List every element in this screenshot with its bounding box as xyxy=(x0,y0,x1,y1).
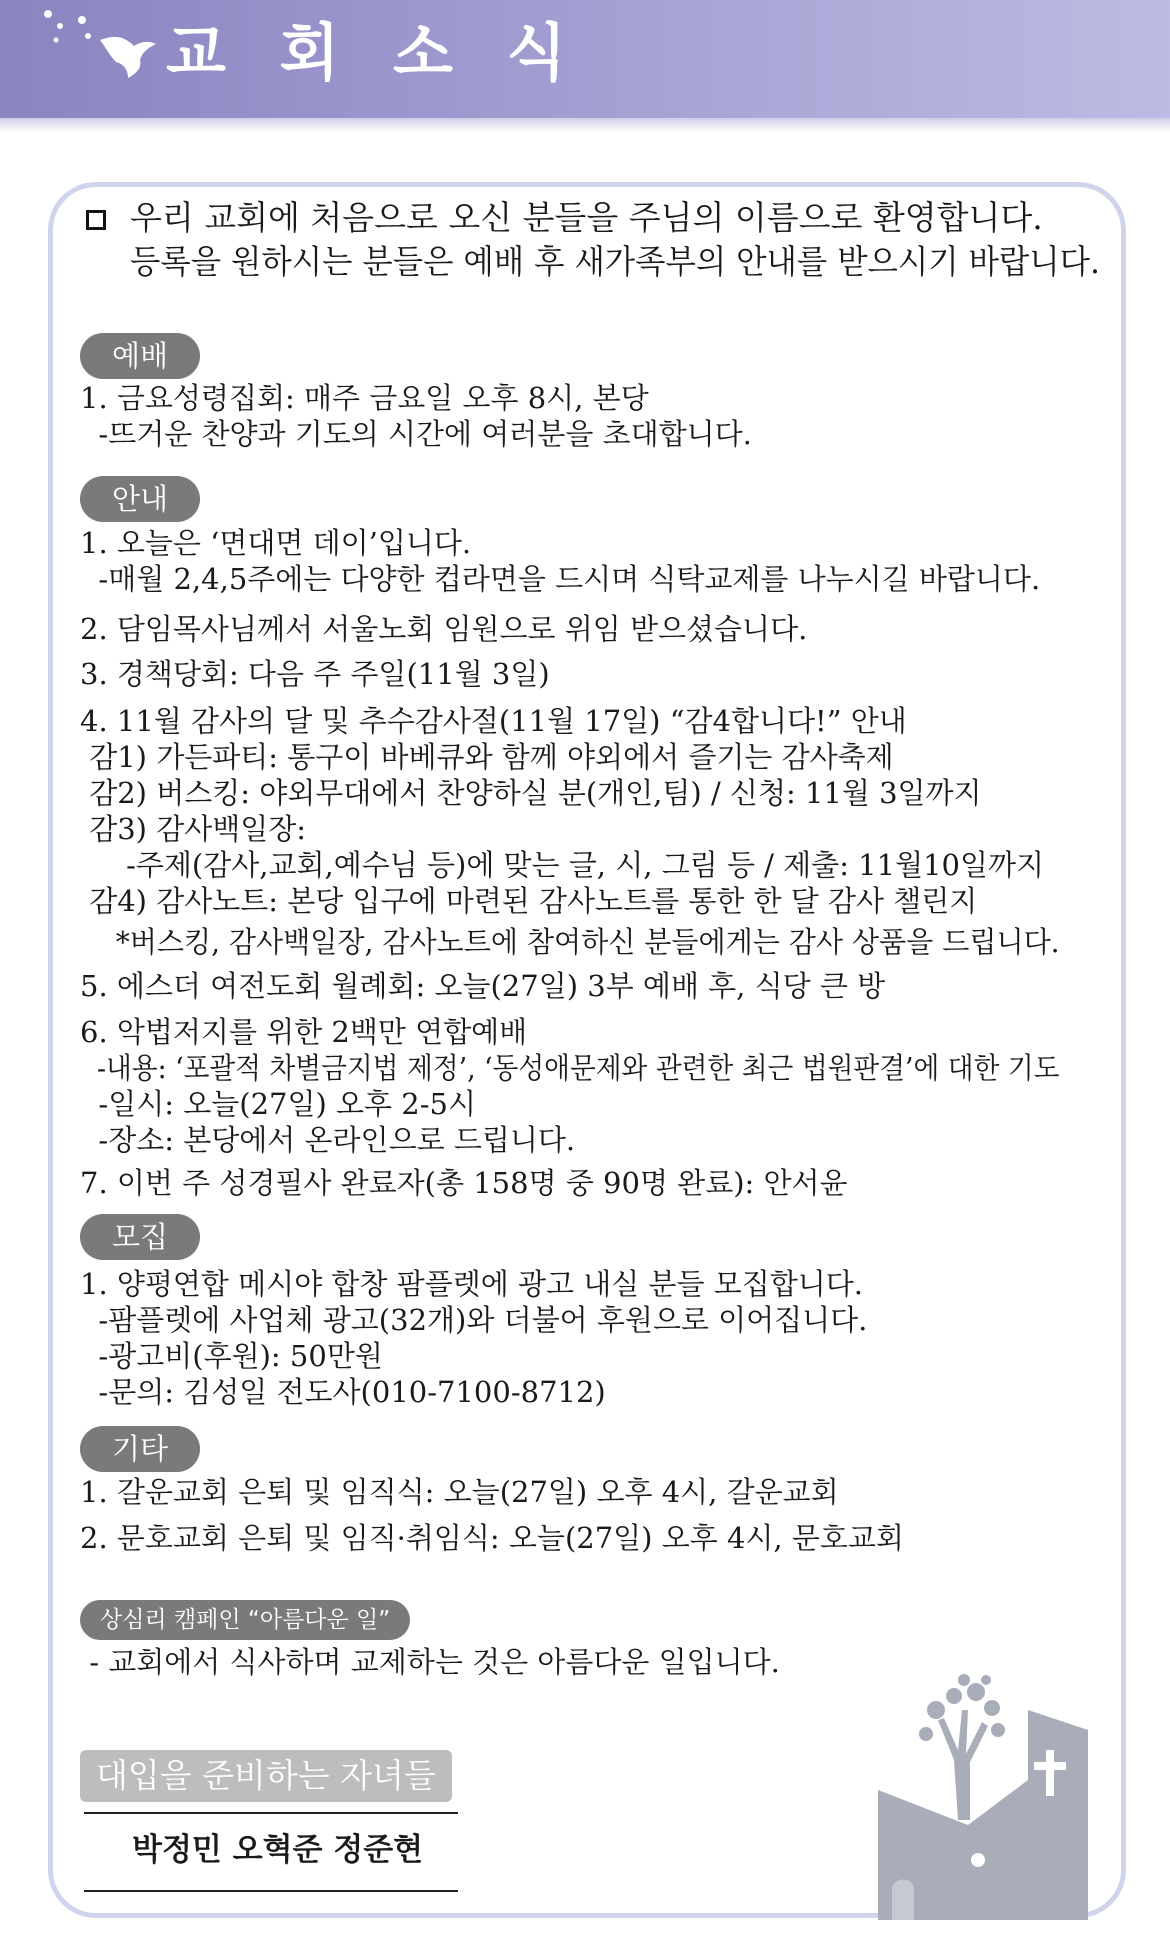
campaign-line: - 교회에서 식사하며 교제하는 것은 아름다운 일입니다. xyxy=(80,1645,780,1679)
notice-line: 감2) 버스킹: 야외무대에서 찬양하실 분(개인,팀) / 신청: 11월 3일까지 xyxy=(80,776,982,810)
recruit-line: -문의: 김성일 전도사(010-7100-8712) xyxy=(80,1375,606,1409)
recruit-line: -광고비(후원): 50만원 xyxy=(80,1339,383,1373)
worship-line: -뜨거운 찬양과 기도의 시간에 여러분을 초대합니다. xyxy=(80,417,752,451)
notice-line: 1. 오늘은 ‘면대면 데이’입니다. xyxy=(80,526,472,560)
notice-line: *버스킹, 감사백일장, 감사노트에 참여하신 분들에게는 감사 상품을 드립니다. xyxy=(80,925,1060,959)
church-icon xyxy=(858,1650,1118,1920)
welcome-line-2: 등록을 원하시는 분들은 예배 후 새가족부의 안내를 받으시기 바랍니다. xyxy=(130,242,1100,281)
etc-line: 1. 갈운교회 은퇴 및 임직식: 오늘(27일) 오후 4시, 갈운교회 xyxy=(80,1475,839,1509)
notice-line: 3. 경책당회: 다음 주 주일(11월 3일) xyxy=(80,657,550,691)
divider xyxy=(84,1890,458,1892)
notice-line: 감3) 감사백일장: xyxy=(80,812,307,846)
notice-line: -일시: 오늘(27일) 오후 2-5시 xyxy=(80,1087,477,1121)
recruit-line: -팜플렛에 사업체 광고(32개)와 더불어 후원으로 이어집니다. xyxy=(80,1303,868,1337)
welcome-line-1: 우리 교회에 처음으로 오신 분들을 주님의 이름으로 환영합니다. xyxy=(130,198,1043,237)
header-banner xyxy=(0,0,1170,118)
notice-line: -장소: 본당에서 온라인으로 드립니다. xyxy=(80,1123,576,1157)
notice-line: 6. 악법저지를 위한 2백만 연합예배 xyxy=(80,1015,528,1049)
page-title: 교 회 소 식 xyxy=(166,16,583,89)
notice-line: -내용: ‘포괄적 차별금지법 제정’, ‘동성애문제와 관련한 최근 법원판결’에 대한 기도 xyxy=(80,1051,1060,1085)
section-badge-recruit: 모집 xyxy=(80,1214,200,1260)
notice-line: 2. 담임목사님께서 서울노회 임원으로 위임 받으셨습니다. xyxy=(80,612,808,646)
tree-icon xyxy=(919,1674,1005,1820)
section-badge-notice: 안내 xyxy=(80,476,200,522)
etc-line: 2. 문호교회 은퇴 및 임직·취임식: 오늘(27일) 오후 4시, 문호교회 xyxy=(80,1521,904,1555)
notice-line: 7. 이번 주 성경필사 완료자(총 158명 중 90명 완료): 안서윤 xyxy=(80,1166,848,1200)
section-badge-worship: 예배 xyxy=(80,333,200,379)
recruit-line: 1. 양평연합 메시야 합창 팜플렛에 광고 내실 분들 모집합니다. xyxy=(80,1267,863,1301)
notice-line: 감1) 가든파티: 통구이 바베큐와 함께 야외에서 즐기는 감사축제 xyxy=(80,740,894,774)
notice-line: 5. 에스더 여전도회 월례회: 오늘(27일) 3부 예배 후, 식당 큰 방 xyxy=(80,969,886,1003)
section-badge-etc: 기타 xyxy=(80,1426,200,1472)
notice-line: -매월 2,4,5주에는 다양한 컵라면을 드시며 식탁교제를 나누시길 바랍니다. xyxy=(80,562,1041,596)
notice-line: -주제(감사,교회,예수님 등)에 맞는 글, 시, 그림 등 / 제출: 11월10일까지 xyxy=(80,848,1045,882)
divider xyxy=(84,1812,458,1814)
box-bullet-icon xyxy=(86,210,106,230)
notice-line: 4. 11월 감사의 달 및 추수감사절(11월 17일) “감4합니다!” 안내 xyxy=(80,704,907,738)
footer-heading: 대입을 준비하는 자녀들 xyxy=(80,1750,452,1802)
bird-icon xyxy=(30,6,170,96)
student-names: 박정민 오혁준 정준현 xyxy=(132,1832,424,1868)
notice-line: 감4) 감사노트: 본당 입구에 마련된 감사노트를 통한 한 달 감사 챌린지 xyxy=(80,884,978,918)
campaign-badge: 상심리 캠페인 “아름다운 일” xyxy=(80,1600,410,1640)
header-shadow xyxy=(0,118,1170,132)
worship-line: 1. 금요성령집회: 매주 금요일 오후 8시, 본당 xyxy=(80,381,649,415)
